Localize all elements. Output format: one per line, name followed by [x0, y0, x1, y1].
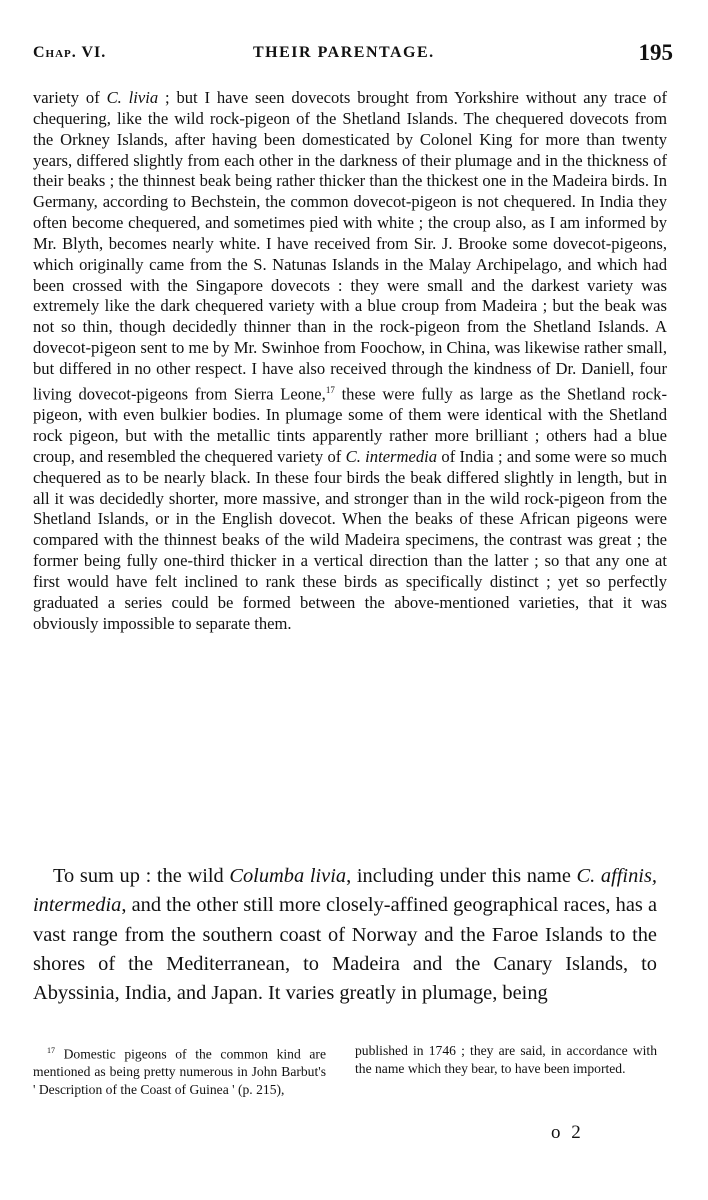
- para1-text-a: variety of: [33, 88, 107, 107]
- footnote-column-1: [33, 1042, 326, 1098]
- running-title: THEIR PARENTAGE.: [253, 44, 435, 61]
- running-header: [33, 40, 673, 74]
- para2-italic-columba: Columba livia: [229, 865, 347, 887]
- para2-text-a: To sum up : the wild: [53, 865, 230, 887]
- footnote-number: 17: [47, 1046, 55, 1055]
- page-number: 195: [638, 40, 673, 65]
- para2-italic-affinis: C. affinis, intermedia: [33, 865, 657, 917]
- body-paragraph-1: [33, 88, 667, 634]
- signature-mark: o 2: [551, 1122, 584, 1143]
- para2-text-b: , including under this name: [346, 865, 577, 887]
- footnote-column-2: [355, 1042, 657, 1077]
- footnote-text-1: Domestic pigeons of the common kind are mentioned as being pretty numerous in John Barbut's ' Description of the Coast of Guinea ' (p. 215),: [33, 1046, 326, 1097]
- para1-italic-species: C. livia: [106, 88, 159, 107]
- para1-text-d: of India ; and some were so much chequered as to be nearly black. In these four birds the beak differed slightly in length, but in all it was decidedly shorter, more massive, and stronger than in the wild rock-pigeon from the Shetland Islands, or in the English dovecot. When the beaks of these African pigeons were compared with the thinnest beaks of the wild Madeira specimens, the contrast was great ; the former being fully one-third thicker in a vertical direction than the latter ; so that any one at first would have felt inclined to rank these birds as specifically distinct ; yet so perfectly graduated a series could be formed between the above-mentioned varieties, that it was obviously impossible to separate them.: [33, 446, 667, 633]
- para2-text-c: , and the other still more closely-affined geographical races, has a vast range from the southern coast of Norway and the Faroe Islands to the shores of the Mediterranean, to Madeira and the Canary Islands, to Abyssinia, India, and Japan. It varies greatly in plumage, being: [33, 894, 657, 1005]
- para1-italic-intermedia: C. intermedia: [345, 446, 438, 466]
- para1-text-c: these were fully as large as the Shetland rock-pigeon, with even bulkier bodies. In plumage some of them were identical with the Shetland rock pigeon, but with the metallic tints apparently rather more brilliant ; others had a blue croup, and resembled the chequered variety of: [33, 384, 667, 466]
- footnote-reference: 17: [325, 384, 335, 395]
- footnote-text-2: published in 1746 ; they are said, in accordance with the name which they bear, to have been imported.: [355, 1043, 657, 1076]
- chapter-label: Chap. VI.: [33, 44, 107, 61]
- para1-text-b: ; but I have seen dovecots brought from Yorkshire without any trace of chequering, like the wild rock-pigeon of the Shetland Islands. The chequered dovecots from the Orkney Islands, after having been domesticated by Colonel King for more than twenty years, differed slightly from each other in the darkness of their plumage and in the thickness of their beaks ; the thinnest beak being rather thicker than the thickest one in the Madeira birds. In Germany, according to Bechstein, the common dovecot-pigeon is not chequered. In India they often become chequered, and sometimes pied with white ; the croup also, as I am informed by Mr. Blyth, becomes nearly white. I have received from Sir. J. Brooke some dovecot-pigeons, which originally came from the S. Natunas Islands in the Malay Archipelago, and which had been crossed with the Singapore dovecots : they were small and the darkest variety was extremely like the dark chequered variety with a blue croup from Madeira ; but the beak was not so thin, though decidedly thinner than in the rock-pigeon from the Shetland Islands. A dovecot-pigeon sent to me by Mr. Swinhoe from Foochow, in China, was likewise rather small, but differed in no other respect. I have also received through the kindness of Dr. Daniell, four living dovecot-pigeons from Sierra Leone,: [33, 88, 667, 404]
- body-paragraph-2: [33, 862, 657, 1008]
